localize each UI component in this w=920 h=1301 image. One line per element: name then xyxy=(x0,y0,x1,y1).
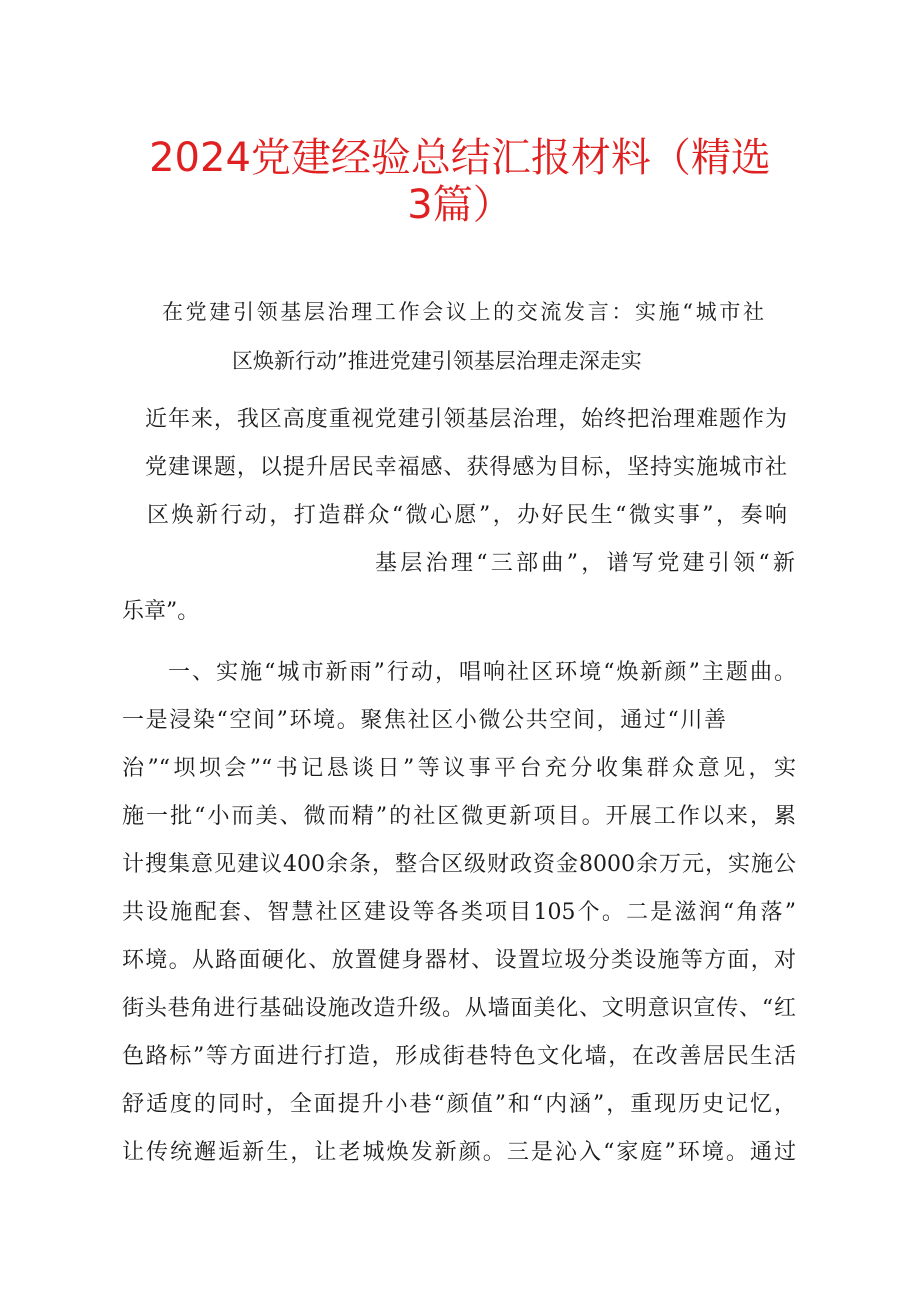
document-title-line-2: 3篇） xyxy=(407,182,513,228)
body-line-2: 一是浸染“空间”环境。聚焦社区小微公共空间，通过“川善 xyxy=(122,708,726,733)
intro-line-1: 近年来，我区高度重视党建引领基层治理，始终把治理难题作为 xyxy=(145,407,787,432)
intro-line-3: 区焕新行动，打造群众“微心愿”，办好民生“微实事”，奏响 xyxy=(147,503,787,528)
intro-line-4: 基层治理“三部曲”，谱写党建引领“新 xyxy=(375,551,795,576)
body-line-9: 色路标”等方面进行打造，形成街巷特色文化墙，在改善居民生活 xyxy=(122,1044,796,1069)
body-line-6: 共设施配套、智慧社区建设等各类项目105个。二是滋润“角落” xyxy=(122,900,796,925)
body-line-7: 环境。从路面硬化、放置健身器材、设置垃圾分类设施等方面，对 xyxy=(122,948,796,973)
body-line-1: 一、实施“城市新雨”行动，唱响社区环境“焕新颜”主题曲。 xyxy=(168,660,796,685)
body-line-3: 治”“坝坝会”“书记恳谈日”等议事平台充分收集群众意见，实 xyxy=(122,756,796,781)
body-line-10: 舒适度的同时，全面提升小巷“颜值”和“内涵”，重现历史记忆， xyxy=(122,1092,796,1117)
subtitle-line-1: 在党建引领基层治理工作会议上的交流发言：实施“城市社 xyxy=(162,300,764,324)
intro-line-5: 乐章”。 xyxy=(122,599,200,624)
body-line-4: 施一批“小而美、微而精”的社区微更新项目。开展工作以来，累 xyxy=(122,804,796,829)
intro-line-2: 党建课题，以提升居民幸福感、获得感为目标，坚持实施城市社 xyxy=(145,455,787,480)
document-title-line-1: 2024党建经验总结汇报材料（精选 xyxy=(149,135,771,181)
body-line-11: 让传统邂逅新生，让老城焕发新颜。三是沁入“家庭”环境。通过 xyxy=(122,1140,796,1165)
body-line-8: 街头巷角进行基础设施改造升级。从墙面美化、文明意识宣传、“红 xyxy=(122,996,796,1021)
body-line-5: 计搜集意见建议400余条，整合区级财政资金8000余万元，实施公 xyxy=(122,852,796,877)
subtitle-line-2: 区焕新行动”推进党建引领基层治理走深走实 xyxy=(232,349,642,373)
